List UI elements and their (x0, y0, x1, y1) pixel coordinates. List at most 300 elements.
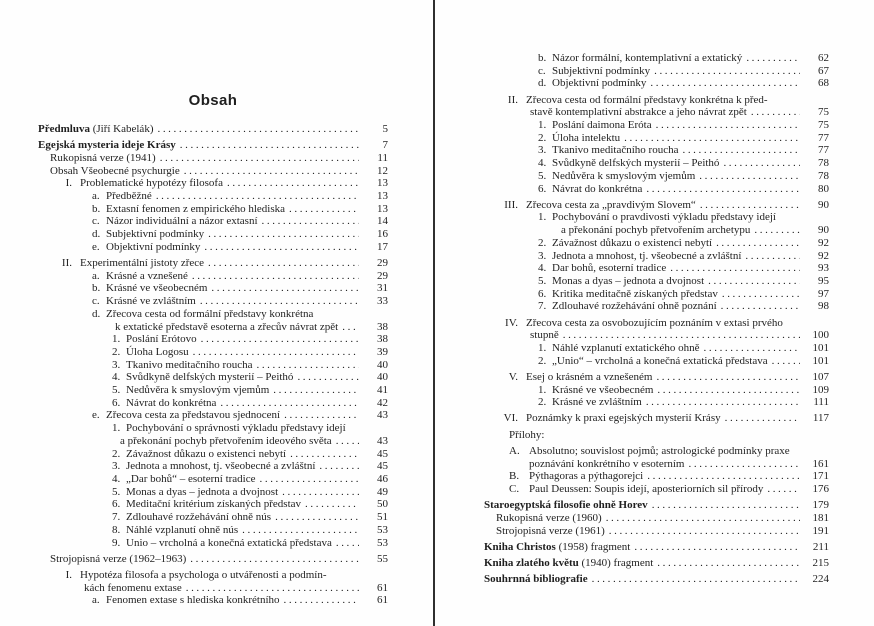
entry-marker: 9. (112, 536, 121, 549)
page-number: 13 (377, 190, 388, 203)
toc-entry-continuation (484, 224, 829, 237)
dot-leader (184, 165, 359, 178)
entry-marker: 5. (538, 169, 547, 182)
page-number: 55 (377, 552, 388, 565)
entry-marker: II. (507, 93, 518, 106)
page-number: 90 (818, 198, 829, 211)
toc-entry (484, 52, 829, 65)
dot-leader (208, 257, 359, 270)
entry-text: Svůdkyně delfských mysterií – Peithó (126, 371, 294, 384)
page-number: 16 (377, 228, 388, 241)
dot-leader (657, 384, 800, 397)
entry-marker: b. (92, 202, 101, 215)
entry-marker: 3. (538, 144, 547, 157)
entry-text: Poslání daimona Eróta (552, 119, 652, 132)
dot-leader (186, 582, 359, 595)
dot-leader (273, 384, 359, 397)
toc-entry-continuation (484, 458, 829, 471)
page-number: 80 (818, 182, 829, 195)
toc-entry (38, 371, 388, 384)
entry-marker: b. (92, 282, 101, 295)
toc-entry (38, 139, 388, 152)
dot-leader (160, 152, 359, 165)
entry-text: Náhlé vzplanutí extatického ohně (552, 341, 700, 354)
toc-entry (38, 553, 388, 566)
entry-text: Zřecova cesta za „pravdivým Slovem“ (526, 198, 696, 211)
entry-marker: 4. (112, 472, 121, 485)
page-number: 31 (377, 282, 388, 295)
entry-marker: 2. (538, 131, 547, 144)
entry-text: Jednota a mnohost, tj. všeobecné a zvláštní (552, 249, 742, 262)
entry-text: Zřecova cesta za představou sjednocení (106, 409, 281, 422)
entry-text: Předmluva (Jiří Kabelák) (38, 123, 154, 135)
dot-leader (260, 473, 360, 486)
dot-leader (721, 300, 800, 313)
entry-marker: 5. (112, 384, 121, 397)
page-number: 67 (818, 64, 829, 77)
toc-entry (38, 282, 388, 295)
entry-marker: a. (92, 190, 100, 203)
dot-leader (745, 250, 800, 263)
toc-entry (38, 295, 388, 308)
entry-marker: 1. (538, 211, 547, 224)
page-number: 101 (812, 341, 829, 354)
toc-entry (484, 144, 829, 157)
entry-text: Rukopisná verze (1941) (50, 151, 156, 164)
entry-text: Pochybování o správnosti výkladu představy idejí (126, 422, 346, 435)
entry-text: Názor formální, kontemplativní a extatický (552, 52, 743, 64)
entry-marker: 1. (112, 422, 121, 435)
entry-marker: d. (538, 77, 547, 90)
dot-leader (336, 435, 359, 448)
entry-marker: 2. (538, 354, 547, 367)
entry-text: Krásné ve všeobecném (552, 383, 654, 396)
entry-text: Esej o krásném a vznešeném (526, 370, 653, 383)
dot-leader (767, 483, 800, 496)
page-number: 117 (812, 412, 829, 425)
dot-leader (204, 241, 359, 254)
entry-text: Monas a dyas – jednota a dvojnost (552, 274, 705, 287)
dot-leader (723, 157, 800, 170)
dot-leader (751, 106, 800, 119)
entry-text: Hypotéza filosofa a psychologa o utvářenosti a podmín- (80, 568, 327, 581)
dot-leader (606, 512, 800, 525)
toc-entry (38, 511, 388, 524)
toc-entry (38, 177, 388, 190)
toc-entry (38, 270, 388, 283)
entry-text: Fenomen extase s hlediska konkrétního (106, 594, 280, 607)
entry-text: Strojopisná verze (1962–1963) (50, 552, 187, 565)
entry-text: Názor individuální a názor extasní (106, 215, 258, 228)
entry-text: Návrat do konkrétna (126, 396, 217, 409)
dot-leader (201, 333, 359, 346)
toc-entry (38, 569, 388, 582)
page-number: 40 (377, 358, 388, 371)
toc-entry (484, 396, 829, 409)
dot-leader (654, 65, 800, 78)
entry-marker: 5. (538, 274, 547, 287)
page-number: 39 (377, 345, 388, 358)
page-number: 13 (377, 177, 388, 190)
entry-text: Zřecova cesta od formální představy konkrétna k před- (526, 93, 768, 106)
entry-marker: I. (65, 177, 72, 190)
toc-entry (38, 228, 388, 241)
entry-text: Absolutno; souvislost pojmů; astrologické podmínky praxe (529, 444, 790, 457)
dot-leader (208, 228, 359, 241)
page-number: 12 (377, 164, 388, 177)
dot-leader (746, 52, 800, 65)
toc-entry (38, 397, 388, 410)
toc-entry (484, 157, 829, 170)
page-number: 161 (812, 457, 829, 470)
dot-leader (722, 288, 800, 301)
dot-leader (647, 470, 800, 483)
page-number: 11 (377, 151, 388, 164)
entry-text: Rukopisná verze (1960) (496, 511, 602, 524)
entry-marker: d. (92, 228, 101, 241)
entry-text: „Unio“ – vrcholná a konečná extatická představa (552, 354, 768, 367)
dot-leader (650, 77, 800, 90)
page-number: 77 (818, 131, 829, 144)
page-divider (433, 0, 435, 626)
entry-text: kách fenomenu extase (84, 581, 182, 594)
toc-entry (38, 384, 388, 397)
entry-marker: V. (508, 370, 518, 383)
entry-text: k extatické představě esoterna a zřecův návrat zpět (115, 320, 339, 333)
entry-text: Kniha zlatého květu (1940) fragment (484, 557, 654, 570)
dot-leader (275, 511, 359, 524)
entry-marker: d. (92, 307, 101, 320)
dot-leader (592, 573, 800, 586)
dot-leader (284, 409, 359, 422)
dot-leader (716, 237, 800, 250)
toc-entry (484, 573, 829, 586)
entry-marker: b. (538, 52, 547, 64)
dot-leader (211, 282, 359, 295)
entry-text: Unio – vrcholná a konečná extatická představa (126, 536, 332, 549)
page-number: 13 (377, 202, 388, 215)
entry-text-bold: Kniha Christos (484, 540, 556, 553)
page-number: 41 (377, 384, 388, 397)
page-number: 49 (377, 485, 388, 498)
page-number: 111 (813, 396, 829, 409)
entry-text: Krásné a vznešené (106, 269, 188, 282)
dot-leader (656, 371, 800, 384)
entry-text: Experimentální jistoty zřece (80, 257, 205, 270)
dot-leader (192, 270, 359, 283)
entry-marker: c. (92, 215, 100, 228)
entry-text-bold: Předmluva (38, 123, 90, 135)
entry-text: Krásné ve zvláštním (552, 396, 642, 409)
dot-leader (319, 460, 359, 473)
toc-entry (38, 190, 388, 203)
dot-leader (754, 224, 800, 237)
toc-entry (38, 308, 388, 321)
entry-marker: II. (61, 257, 72, 270)
page-number: 42 (377, 396, 388, 409)
entry-marker: e. (92, 240, 100, 253)
dot-leader (284, 594, 359, 607)
entry-text: Problematické hypotézy filosofa (80, 177, 223, 190)
dot-leader (708, 275, 800, 288)
page-number: 100 (812, 329, 829, 342)
toc-entry (38, 448, 388, 461)
page-number: 181 (812, 511, 829, 524)
toc-entry (484, 470, 829, 483)
toc-entry (484, 94, 829, 107)
entry-marker: 1. (538, 119, 547, 132)
toc-entry (484, 119, 829, 132)
toc-entry (38, 333, 388, 346)
dot-leader (634, 541, 800, 554)
entry-marker: I. (65, 568, 72, 581)
page-number: 77 (818, 144, 829, 157)
entry-text: Krásné ve všeobecném (106, 282, 208, 295)
toc-entry (38, 498, 388, 511)
page-number: 29 (377, 257, 388, 270)
entry-text: stupně (530, 329, 559, 342)
dot-leader (624, 132, 800, 145)
toc-entry (484, 211, 829, 224)
toc-entry (484, 237, 829, 250)
toc-entry (38, 257, 388, 270)
dot-leader (157, 123, 359, 136)
entry-text: Náhlé vzplanutí ohně nús (126, 523, 239, 536)
entry-marker: 2. (112, 345, 121, 358)
dot-leader (657, 557, 800, 570)
toc-entry (484, 499, 829, 512)
page-number: 61 (377, 581, 388, 594)
entry-marker: a. (92, 594, 100, 607)
entry-marker: 3. (538, 249, 547, 262)
entry-marker: 6. (112, 498, 121, 511)
entry-text: Zřecova cesta za osvobozujícím poznáním v extasi prvého (526, 316, 783, 329)
entry-text: „Dar bohů“ – esoterní tradice (126, 472, 256, 485)
entry-text: Obsah Všeobecné psychurgie (50, 164, 180, 177)
toc-entry (38, 486, 388, 499)
dot-leader (646, 183, 800, 196)
dot-leader (262, 215, 359, 228)
entry-marker: III. (504, 198, 518, 211)
dot-leader (180, 139, 359, 152)
dot-leader (652, 499, 800, 512)
entry-text: Zdlouhavé rozžehávání ohně poznání (552, 300, 717, 313)
entry-text: Poslání Erótovo (126, 333, 197, 346)
toc-entry (484, 65, 829, 78)
page-number: 98 (818, 300, 829, 313)
toc-entry-continuation (484, 106, 829, 119)
entry-marker: 6. (538, 182, 547, 195)
entry-text: Extasní fenomen z empirického hlediska (106, 202, 285, 215)
entry-text: Nedůvěra k smyslovým vjemům (126, 384, 270, 397)
page-number: 61 (377, 594, 388, 607)
toc-entry (484, 412, 829, 425)
toc-entry (484, 317, 829, 330)
page-number: 62 (818, 52, 829, 64)
page-number: 191 (812, 524, 829, 537)
dot-leader (682, 144, 800, 157)
toc-entry (38, 524, 388, 537)
dot-leader (190, 553, 359, 566)
dot-leader (772, 355, 800, 368)
toc-entry (484, 384, 829, 397)
toc-left-page (38, 93, 388, 607)
entry-marker: B. (509, 470, 520, 483)
entry-text: a překonání pochyb přetvořením archetypu (561, 224, 751, 237)
page-number: 75 (818, 119, 829, 132)
toc-entry (38, 594, 388, 607)
page-number: 92 (818, 249, 829, 262)
page-number: 68 (818, 77, 829, 90)
entry-marker: VI. (503, 412, 518, 425)
dot-leader (699, 170, 800, 183)
entry-text: Egejská mysteria ideje Krásy (38, 139, 176, 152)
entry-text: Návrat do konkrétna (552, 182, 643, 195)
toc-entry (484, 77, 829, 90)
toc-entry (484, 262, 829, 275)
entry-text: Zřecova cesta od formální představy konkrétna (106, 307, 314, 320)
entry-marker: C. (509, 483, 520, 495)
dot-leader (282, 486, 359, 499)
entry-text: Jednota a mnohost, tj. všeobecné a zvláštní (126, 460, 316, 473)
entry-text: stavě kontemplativní abstrakce a jeho návrat zpět (530, 106, 747, 119)
page-number: 7 (382, 139, 388, 152)
toc-entry (484, 355, 829, 368)
page-number: 109 (812, 383, 829, 396)
page-number: 53 (377, 536, 388, 549)
entry-marker: 3. (112, 460, 121, 473)
entry-marker: 3. (112, 358, 121, 371)
entry-marker: 1. (538, 383, 547, 396)
page-number: 51 (377, 511, 388, 524)
toc-entry (38, 203, 388, 216)
page-number: 43 (377, 409, 388, 422)
page-number: 38 (377, 333, 388, 346)
toc-entry (484, 371, 829, 384)
page-number: 43 (377, 434, 388, 447)
page-number: 46 (377, 472, 388, 485)
entry-text: Kniha Christos (1958) fragment (484, 540, 631, 553)
dot-leader (609, 525, 800, 538)
entry-text: Objektivní podmínky (106, 240, 201, 253)
dot-leader (220, 397, 359, 410)
page-number: 179 (812, 499, 829, 512)
toc-right-entries (484, 52, 829, 586)
entry-text: Závažnost důkazu o existenci nebytí (552, 236, 713, 249)
toc-entry-continuation (38, 321, 388, 334)
entry-marker: 6. (112, 396, 121, 409)
entry-marker: A. (509, 444, 520, 457)
entry-text: Zdlouhavé rozžehávání ohně nús (126, 511, 272, 524)
toc-entry (38, 165, 388, 178)
entry-text: Paul Deussen: Soupis idejí, aposteriorních sil přírody (529, 483, 764, 495)
page-number: 93 (818, 262, 829, 275)
toc-entry (484, 132, 829, 145)
entry-marker: e. (92, 409, 100, 422)
dot-leader (336, 537, 359, 550)
entry-text: Monas a dyas – jednota a dvojnost (126, 485, 279, 498)
toc-entry (484, 512, 829, 525)
toc-entry (38, 473, 388, 486)
page-number: 90 (818, 224, 829, 237)
dot-leader (297, 371, 359, 384)
toc-entry-continuation (484, 329, 829, 342)
page-number: 78 (818, 157, 829, 170)
toc-entry (484, 199, 829, 212)
entry-text: Tkanivo meditačního roucha (552, 144, 679, 157)
toc-entry (38, 123, 388, 136)
entry-text: Přílohy: (509, 428, 545, 441)
page-number: 224 (812, 573, 829, 586)
toc-entry (38, 422, 388, 435)
toc-entry-continuation (38, 435, 388, 448)
entry-text: Svůdkyně delfských mysterií – Peithó (552, 157, 720, 170)
toc-entry (38, 215, 388, 228)
toc-entry (484, 541, 829, 554)
dot-leader (305, 498, 359, 511)
dot-leader (156, 190, 359, 203)
dot-leader (290, 448, 359, 461)
dot-leader (242, 524, 359, 537)
dot-leader (725, 412, 800, 425)
page-number: 171 (812, 470, 829, 483)
entry-marker: 2. (538, 236, 547, 249)
entry-marker: 1. (538, 341, 547, 354)
entry-text: Tkanivo meditačního roucha (126, 358, 253, 371)
toc-entry (484, 445, 829, 458)
entry-text: Souhrnná bibliografie (484, 573, 588, 586)
entry-text: Staroegyptská filosofie ohně Horev (484, 499, 648, 512)
page-number: 5 (382, 123, 388, 135)
entry-marker: 7. (112, 511, 121, 524)
dot-leader (227, 177, 359, 190)
entry-text: Úloha intelektu (552, 131, 621, 144)
page-number: 53 (377, 523, 388, 536)
page-number: 176 (812, 483, 829, 495)
toc-entry-continuation (38, 582, 388, 595)
entry-marker: 5. (112, 485, 121, 498)
page-number: 101 (812, 354, 829, 367)
page-number: 14 (377, 215, 388, 228)
entry-text: Subjektivní podmínky (552, 64, 651, 77)
dot-leader (646, 396, 800, 409)
toc-entry (484, 288, 829, 301)
entry-text: Strojopisná verze (1961) (496, 524, 605, 537)
entry-text: Dar bohů, esoterní tradice (552, 262, 667, 275)
entry-marker: c. (92, 295, 100, 308)
toc-entry (38, 409, 388, 422)
toc-entry (484, 300, 829, 313)
page-number: 45 (377, 460, 388, 473)
dot-leader (563, 329, 800, 342)
dot-leader (689, 458, 801, 471)
toc-entry (484, 342, 829, 355)
toc-entry (38, 460, 388, 473)
dot-leader (256, 359, 359, 372)
page-number: 95 (818, 274, 829, 287)
page-number: 40 (377, 371, 388, 384)
entry-marker: 2. (112, 447, 121, 460)
entry-marker: 4. (538, 157, 547, 170)
toc-entry (484, 525, 829, 538)
entry-marker: 4. (538, 262, 547, 275)
entry-text: Pochybování o pravdivosti výkladu představy idejí (552, 211, 776, 224)
entry-text: Úloha Logosu (126, 345, 189, 358)
entry-text: Kritika meditačně získaných představ (552, 287, 718, 300)
toc-entry (38, 537, 388, 550)
entry-marker: 8. (112, 523, 121, 536)
entry-marker: 6. (538, 287, 547, 300)
